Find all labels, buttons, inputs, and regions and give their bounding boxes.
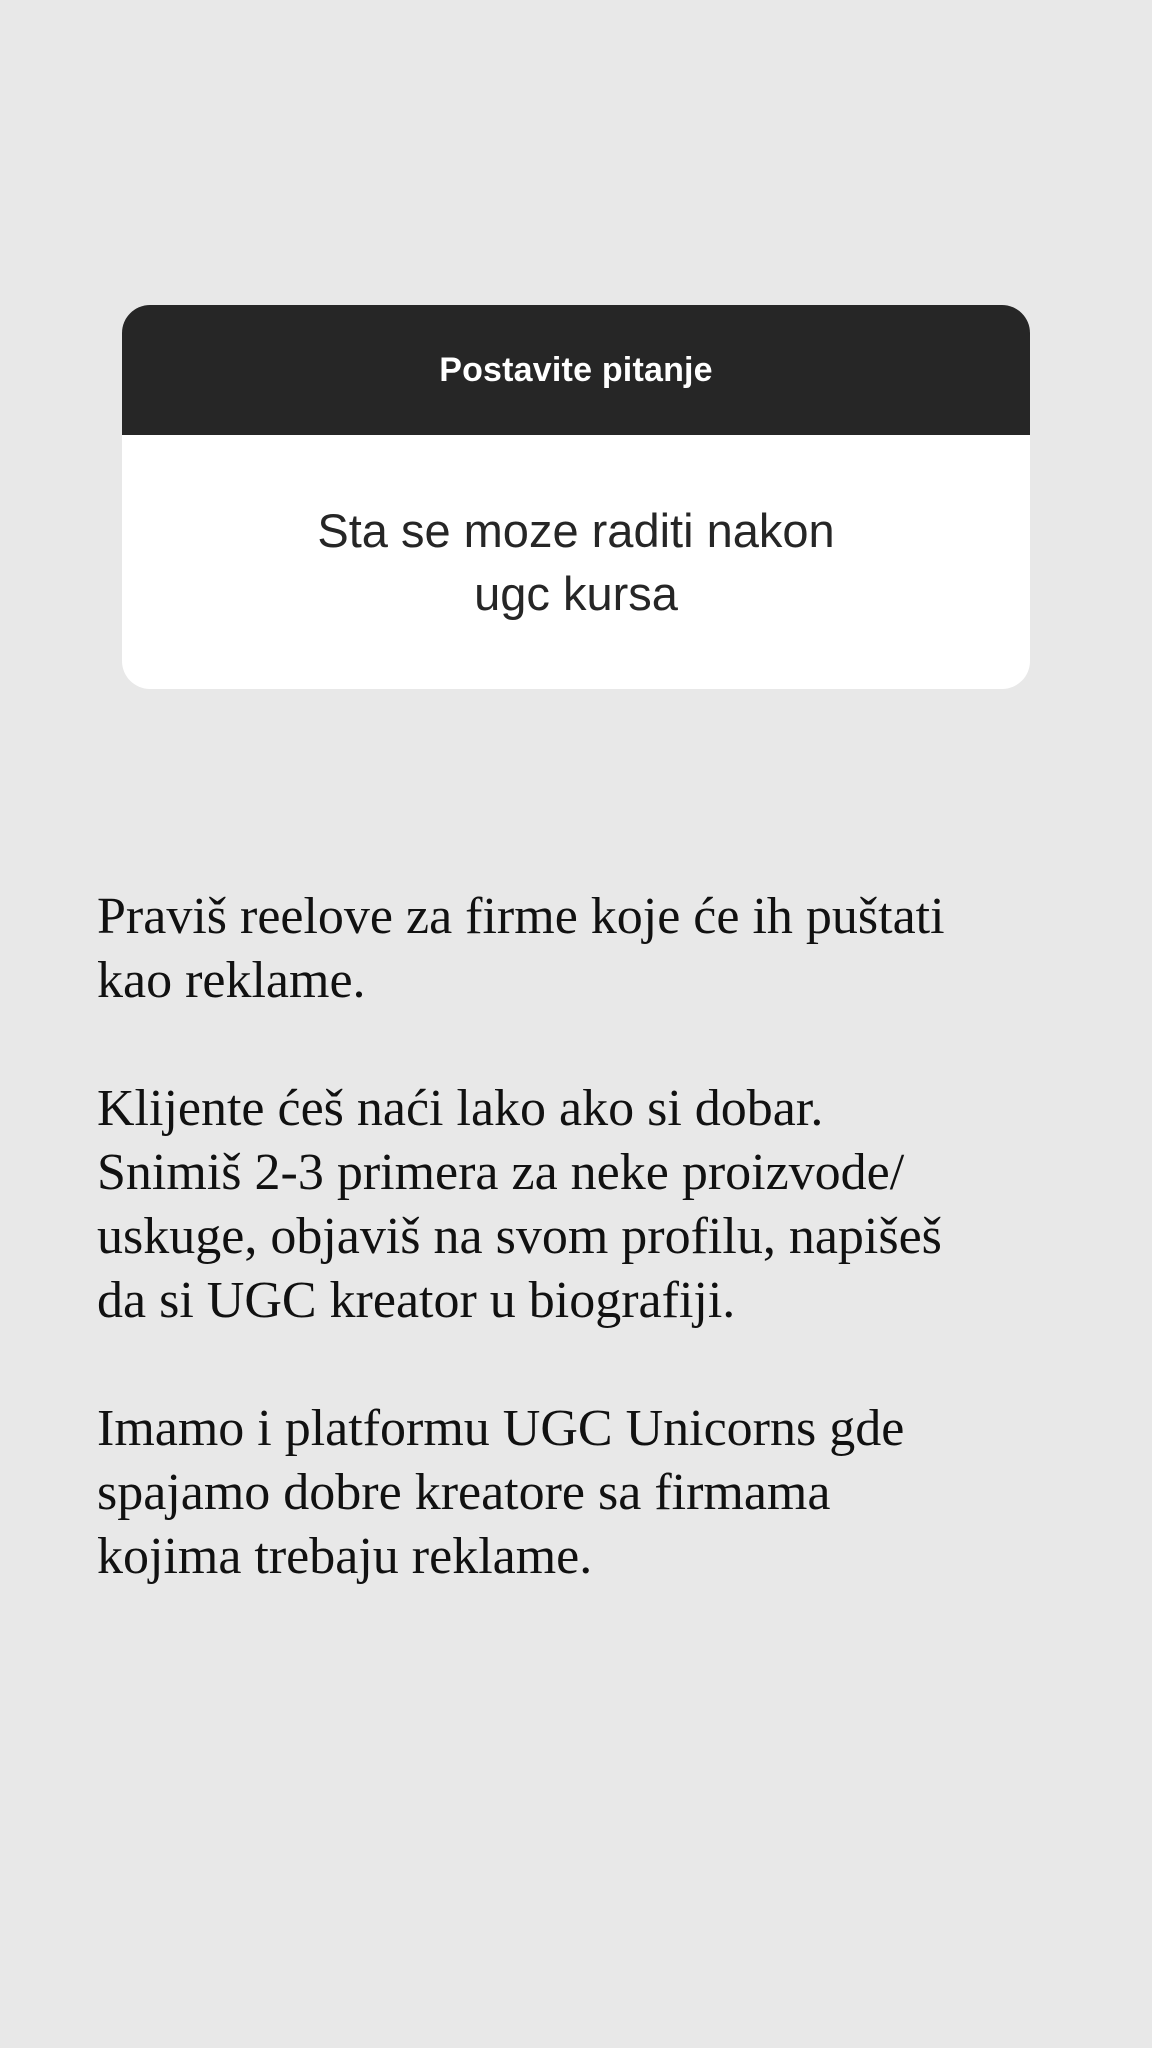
answer-line: Klijente ćeš naći lako ako si dobar. (97, 1080, 824, 1137)
answer-line: kojima trebaju reklame. (97, 1528, 593, 1585)
question-sticker-body (122, 435, 1030, 689)
answer-paragraph-1 (97, 885, 1067, 1013)
question-text-line: ugc kursa (474, 567, 678, 620)
question-sticker[interactable] (122, 305, 1030, 689)
answer-text-block (97, 885, 1067, 1589)
answer-line: Snimiš 2-3 primera za neke proizvode/ (97, 1144, 905, 1201)
answer-line: kao reklame. (97, 952, 366, 1009)
question-text (317, 499, 834, 625)
answer-line: Imamo i platformu UGC Unicorns gde (97, 1400, 905, 1457)
answer-paragraph-2 (97, 1077, 1067, 1333)
answer-line: spajamo dobre kreatore sa firmama (97, 1464, 831, 1521)
question-sticker-header: Postavite pitanje (122, 305, 1030, 435)
answer-line: Praviš reelove za firme koje će ih puštati (97, 888, 945, 945)
question-text-line: Sta se moze raditi nakon (317, 504, 835, 557)
answer-line: uskuge, objaviš na svom profilu, napišeš (97, 1208, 942, 1265)
answer-paragraph-3 (97, 1397, 1067, 1589)
answer-line: da si UGC kreator u biografiji. (97, 1272, 736, 1329)
